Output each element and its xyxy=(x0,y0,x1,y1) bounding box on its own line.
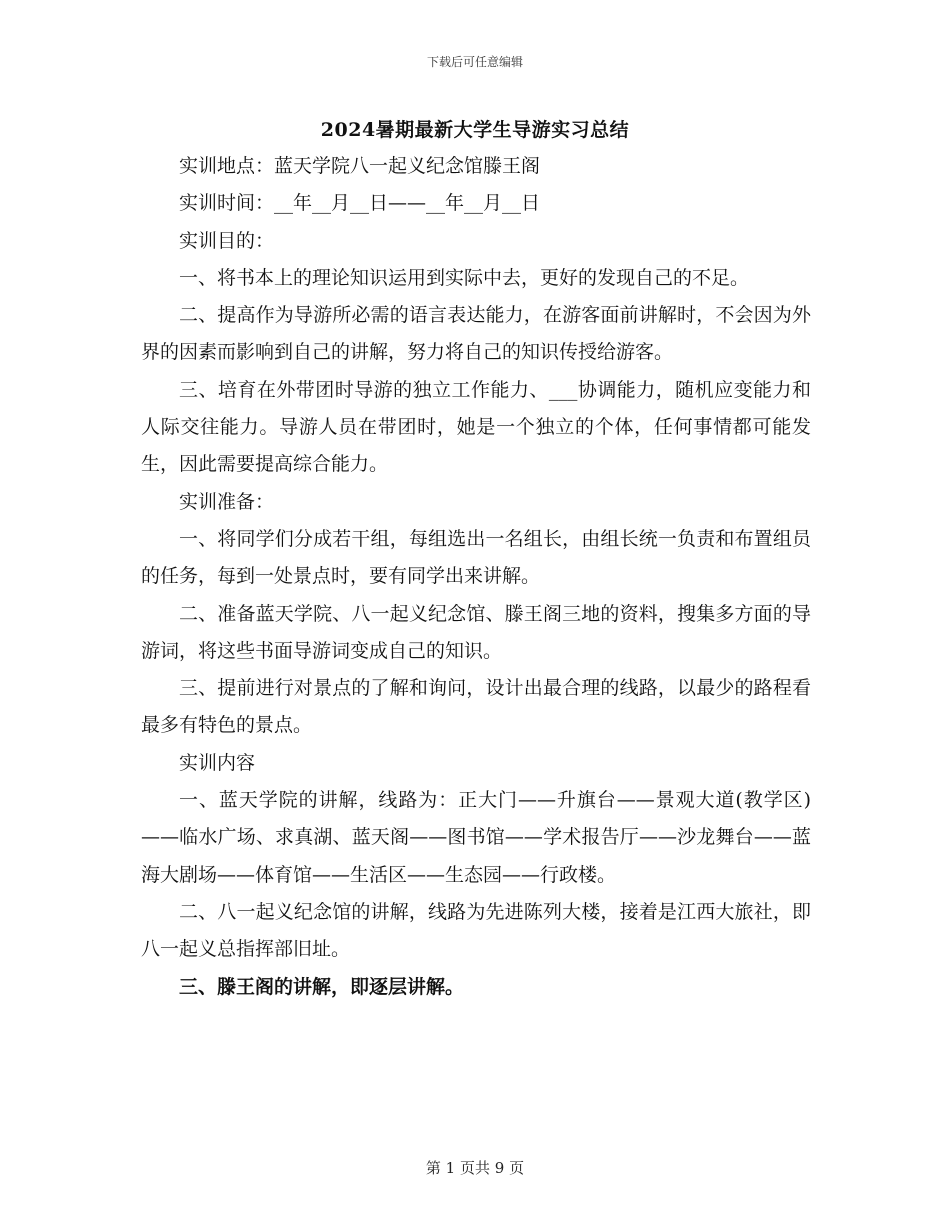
paragraph-preparation-2: 二、准备蓝天学院、八一起义纪念馆、滕王阁三地的资料，搜集多方面的导游词，将这些书面导游词变成自己的知识。 xyxy=(141,602,811,662)
paragraph-content-1: 一、蓝天学院的讲解，线路为：正大门——升旗台——景观大道(教学区)——临水广场、求真湖、蓝天阁——图书馆——学术报告厅——沙龙舞台——蓝海大剧场——体育馆——生活区——生态园——行政楼。 xyxy=(141,789,811,886)
paragraph-purpose-2: 二、提高作为导游所必需的语言表达能力，在游客面前讲解时，不会因为外界的因素而影响到自己的讲解，努力将自己的知识传授给游客。 xyxy=(141,304,811,364)
paragraph-preparation-1: 一、将同学们分成若干组，每组选出一名组长，由组长统一负责和布置组员的任务，每到一处景点时，要有同学出来讲解。 xyxy=(141,527,811,588)
page-footer: 第 1 页共 9 页 xyxy=(425,1159,525,1177)
document-body xyxy=(141,148,811,1006)
paragraph-location: 实训地点：蓝天学院八一起义纪念馆滕王阁 xyxy=(179,155,541,177)
heading-purpose: 实训目的： xyxy=(179,229,275,252)
heading-preparation: 实训准备： xyxy=(179,490,275,513)
heading-content: 实训内容 xyxy=(179,751,256,774)
paragraph-content-3: 三、滕王阁的讲解，即逐层讲解。 xyxy=(179,975,465,998)
paragraph-preparation-3: 三、提前进行对景点的了解和询问，设计出最合理的线路，以最少的路程看最多有特色的景点。 xyxy=(141,677,811,737)
paragraph-content-2: 二、八一起义纪念馆的讲解，线路为先进陈列大楼，接着是江西大旅社，即八一起义总指挥部旧址。 xyxy=(141,900,811,961)
header-note: 下载后可任意编辑 xyxy=(426,55,523,69)
document-title: 2024暑期最新大学生导游实习总结 xyxy=(320,119,630,141)
paragraph-time: 实训时间：__年__月__日——__年__月__日 xyxy=(179,192,541,215)
paragraph-purpose-3: 三、培育在外带团时导游的独立工作能力、___协调能力，随机应变能力和人际交往能力。导游人员在带团时，她是一个独立的个体，任何事情都可能发生，因此需要提高综合能力。 xyxy=(141,378,811,476)
paragraph-purpose-1: 一、将书本上的理论知识运用到实际中去，更好的发现自己的不足。 xyxy=(179,266,750,289)
